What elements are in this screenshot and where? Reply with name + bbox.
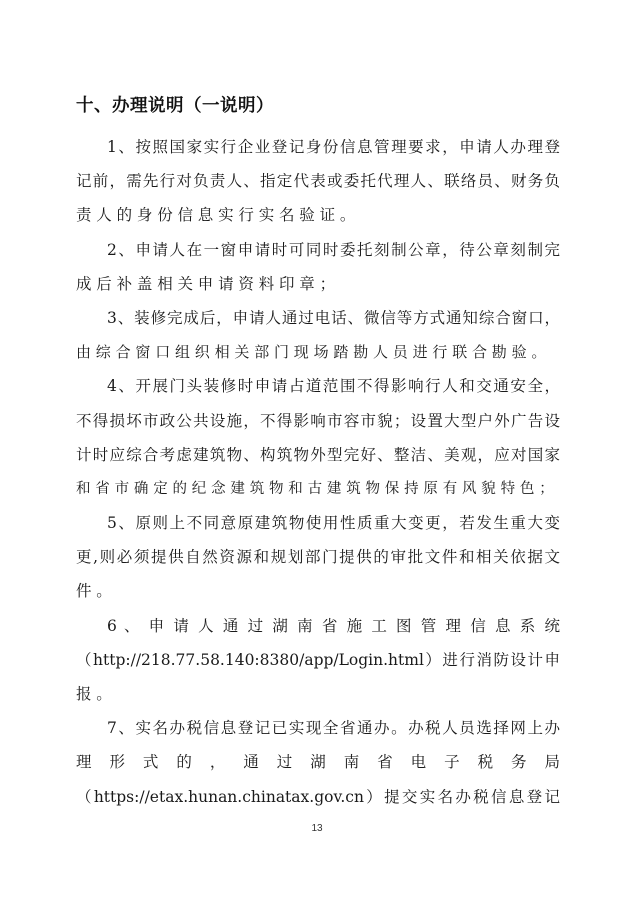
text-line: 和省市确定的纪念建筑物和古建筑物保持原有风貌特色； — [76, 480, 559, 497]
text-line: （https://etax.hunan.chinatax.gov.cn）提交实名办税信息登记 — [76, 787, 560, 806]
text-line: 记前，需先行对负责人、指定代表或委托代理人、联络员、财务负 — [76, 172, 560, 191]
text-line: 理 形 式 的 ， 通 过 湖 南 省 电 子 税 务 局 — [76, 753, 560, 772]
text-line: 责人的身份信息实行实名验证。 — [76, 206, 361, 225]
text-line: 4、开展门头装修时申请占道范围不得影响行人和交通安全， — [107, 377, 560, 396]
page-number: 13 — [311, 823, 323, 834]
text-line: 由综合窗口组织相关部门现场踏勘人员进行联合勘验。 — [76, 343, 552, 362]
text-line: 3、装修完成后，申请人通过电话、微信等方式通知综合窗口， — [107, 308, 560, 327]
text-line: 不得损坏市政公共设施，不得影响市容市貌；设置大型户外广告设 — [76, 411, 560, 430]
text-line: 计时应综合考虑建筑物、构筑物外型完好、整洁、美观，应对国家 — [76, 445, 560, 464]
text-line: 更,则必须提供自然资源和规划部门提供的审批文件和相关依据文 — [76, 548, 560, 567]
document-body — [76, 130, 560, 814]
section-heading: 十、办理说明（一说明） — [76, 96, 274, 116]
text-line: 件。 — [76, 582, 117, 601]
text-line: 成后补盖相关申请资料印章； — [76, 274, 340, 293]
text-line: （http://218.77.58.140:8380/app/Login.html）进行消防设计申 — [76, 650, 560, 669]
text-line: 6 、 申 请 人 通 过 湖 南 省 施 工 图 管 理 信 息 系 统 — [107, 616, 560, 635]
text-line: 1、按照国家实行企业登记身份信息管理要求，申请人办理登 — [107, 138, 560, 156]
text-line: 2、申请人在一窗申请时可同时委托刻制公章，待公章刻制完 — [107, 240, 560, 259]
text-line: 报。 — [76, 685, 117, 703]
text-line: 7、实名办税信息登记已实现全省通办。办税人员选择网上办 — [107, 719, 560, 738]
text-line: 5、原则上不同意原建筑物使用性质重大变更，若发生重大变 — [107, 514, 560, 533]
